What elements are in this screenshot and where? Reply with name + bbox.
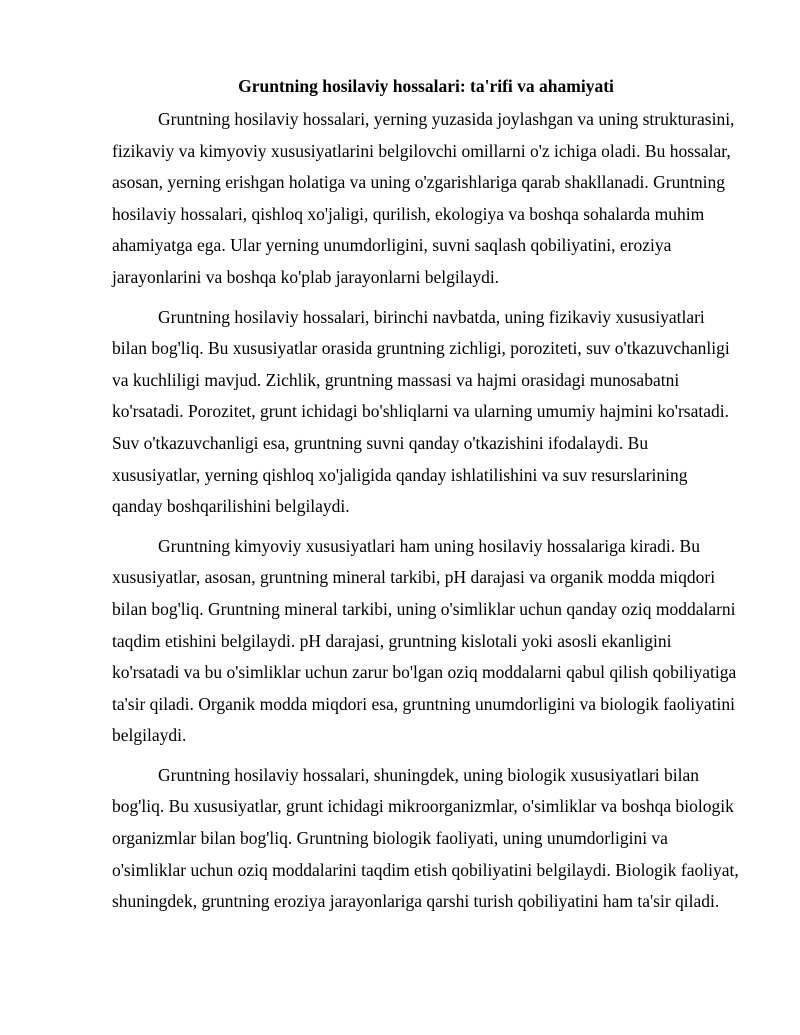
paragraph-1: Gruntning hosilaviy hossalari, yerning yuzasida joylashgan va uning strukturasini, fizikaviy va kimyoviy xususiyatlarini belgilovchi omillarni o'z ichiga oladi. Bu hossalar, asosan, yerning erishgan holatiga va uning o'zgarishlariga qarab shakllanadi. Gruntning hosilaviy hossalari, qishloq xo'jaligi, qurilish, ekologiya va boshqa sohalarda muhim ahamiyatga ega. Ular yerning unumdorligini, suvni saqlash qobiliyatini, eroziya jarayonlarini va boshqa ko'plab jarayonlarni belgilaydi. xyxy=(112,109,735,287)
paragraph-2: Gruntning hosilaviy hossalari, birinchi navbatda, uning fizikaviy xususiyatlari bilan bog'liq. Bu xususiyatlar orasida gruntning zichligi, poroziteti, suv o'tkazuvchanligi va kuchliligi mavjud. Zichlik, gruntning massasi va hajmi orasidagi munosabatni ko'rsatadi. Porozitet, grunt ichidagi bo'shliqlarni va ularning umumiy hajmini ko'rsatadi. Suv o'tkazuvchanligi esa, gruntning suvni qanday o'tkazishini ifodalaydi. Bu xususiyatlar, yerning qishloq xo'jaligida qanday ishlatilishini va suv resurslarining qanday boshqarilishini belgilaydi. xyxy=(112,306,730,517)
document-body xyxy=(112,70,740,926)
document-title: Gruntning hosilaviy hossalari: ta'rifi va ahamiyati xyxy=(238,76,614,96)
paragraph-4: Gruntning hosilaviy hossalari, shuningdek, uning biologik xususiyatlari bilan bog'liq. Bu xususiyatlar, grunt ichidagi mikroorganizmlar, o'simliklar va boshqa biologik organizmlar bilan bog'liq. Gruntning biologik faoliyati, uning unumdorligini va o'simliklar uchun oziq moddalarini taqdim etish qobiliyatini belgilaydi. Biologik faoliyat, shuningdek, gruntning eroziya jarayonlariga qarshi turish qobiliyatini ham ta'sir qiladi. xyxy=(112,764,739,912)
paragraph-3: Gruntning kimyoviy xususiyatlari ham uning hosilaviy hossalariga kiradi. Bu xususiyatlar, asosan, gruntning mineral tarkibi, pH darajasi va organik modda miqdori bilan bog'liq. Gruntning mineral tarkibi, uning o'simliklar uchun qanday oziq moddalarni taqdim etishini belgilaydi. pH darajasi, gruntning kislotali yoki asosli ekanligini ko'rsatadi va bu o'simliklar uchun zarur bo'lgan oziq moddalarni qabul qilish qobiliyatiga ta'sir qiladi. Organik modda miqdori esa, gruntning unumdorligini va biologik faoliyatini belgilaydi. xyxy=(112,535,737,746)
